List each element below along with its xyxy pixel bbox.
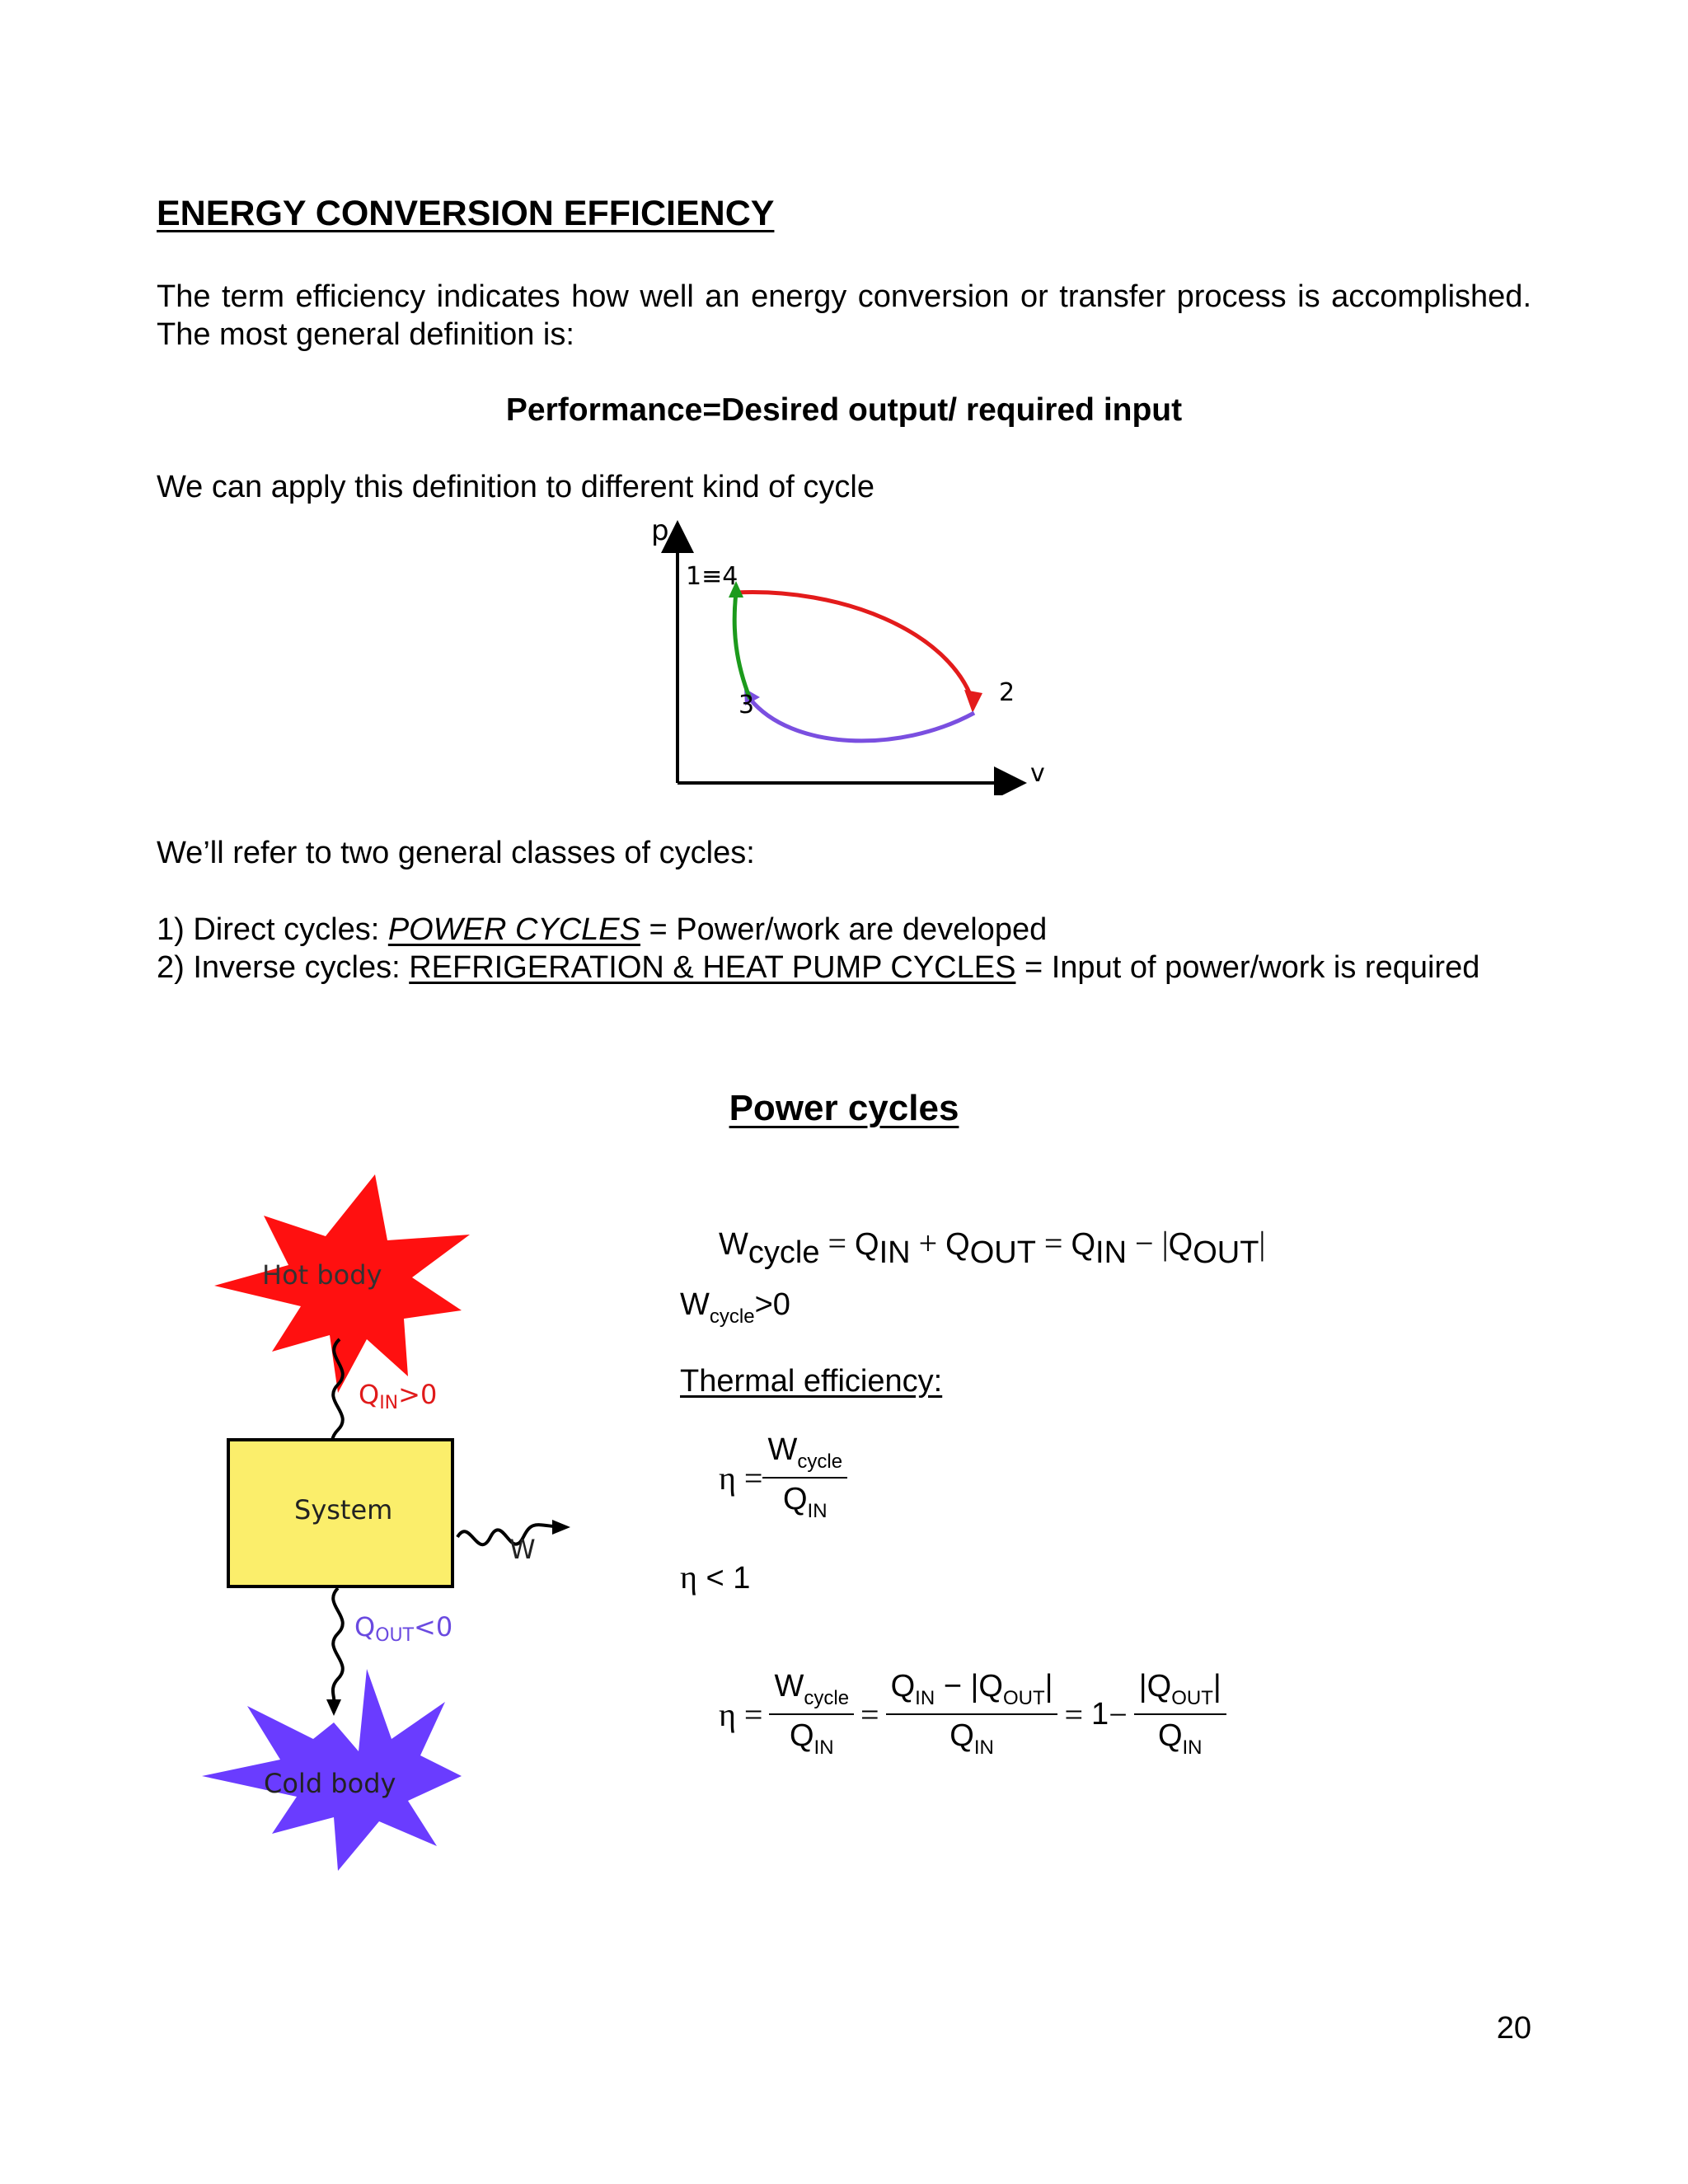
power-cycles-term: POWER CYCLES [387, 912, 640, 947]
efficiency-expanded-equation: η = $\frac{W_{cycle}}{Q_{IN}}$ = $\frac{Q_{IN} - |Q_{OUT}|}{Q_{IN}}$ = 1 − $\frac{|Q_{OUT}|}{Q_{IN}}$ [719, 1669, 1233, 1760]
q-out-wave [333, 1588, 343, 1706]
process-1-2-curve [736, 593, 973, 701]
pv-diagram [626, 515, 1055, 795]
section-title: Power cycles [729, 1088, 959, 1128]
process-2-3-curve [750, 699, 974, 741]
page-title: ENERGY CONVERSION EFFICIENCY [157, 194, 775, 233]
process-3-4-curve [734, 593, 750, 699]
classes-intro: We’ll refer to two general classes of cycles: [157, 836, 755, 870]
definition-formula: Performance=Desired output/ required input [505, 392, 1183, 428]
system-label: System [294, 1494, 393, 1526]
work-positive: $W_{cycle}>0$ [680, 1287, 790, 1328]
thermal-efficiency-label: Thermal efficiency: [680, 1364, 943, 1399]
power-cycle-schematic [190, 1162, 593, 1879]
v-axis-label: v [1030, 759, 1045, 788]
refrigeration-term: REFRIGERATION & HEAT PUMP CYCLES [409, 950, 1016, 985]
work-label: W [509, 1534, 536, 1565]
direct-cycles-prefix: 1) Direct cycles: [157, 912, 388, 947]
apply-text: We can apply this definition to different kind of cycle [157, 470, 874, 504]
inverse-cycles-prefix: 2) Inverse cycles: [157, 950, 410, 985]
state-3-label: 3 [738, 691, 755, 719]
state-2-label: 2 [999, 678, 1015, 707]
p-axis-label: p [651, 515, 669, 547]
process-1-2-arrowhead [964, 690, 982, 713]
cold-body-label: Cold body [264, 1768, 396, 1799]
q-out-label: QOUT<0 [354, 1611, 453, 1646]
efficiency-less-than-one: η < 1 [680, 1558, 751, 1596]
efficiency-definition: η = $\frac{W_{cycle}}{Q_{IN}}$ [719, 1432, 847, 1523]
intro-paragraph: The term efficiency indicates how well an energy conversion or transfer process is accomplished. The most general definition is: [157, 279, 1531, 352]
q-in-label: QIN>0 [359, 1379, 438, 1413]
direct-cycles-suffix: = Power/work are developed [640, 912, 1048, 947]
hot-body-label: Hot body [262, 1259, 382, 1291]
work-arrowhead [552, 1520, 570, 1535]
work-balance-equation: $W_{cycle} = Q_{IN} + Q_{OUT} = Q_{IN} - |Q_{OUT}|$ [719, 1225, 1266, 1270]
state-1-4-label: 1≡4 [686, 562, 738, 591]
inverse-cycles-line [157, 949, 1531, 987]
q-out-arrowhead [326, 1699, 341, 1716]
direct-cycles-line [157, 911, 1047, 949]
inverse-cycles-suffix: = Input of power/work is required [1015, 950, 1480, 985]
page-number: 20 [1496, 2011, 1531, 2046]
